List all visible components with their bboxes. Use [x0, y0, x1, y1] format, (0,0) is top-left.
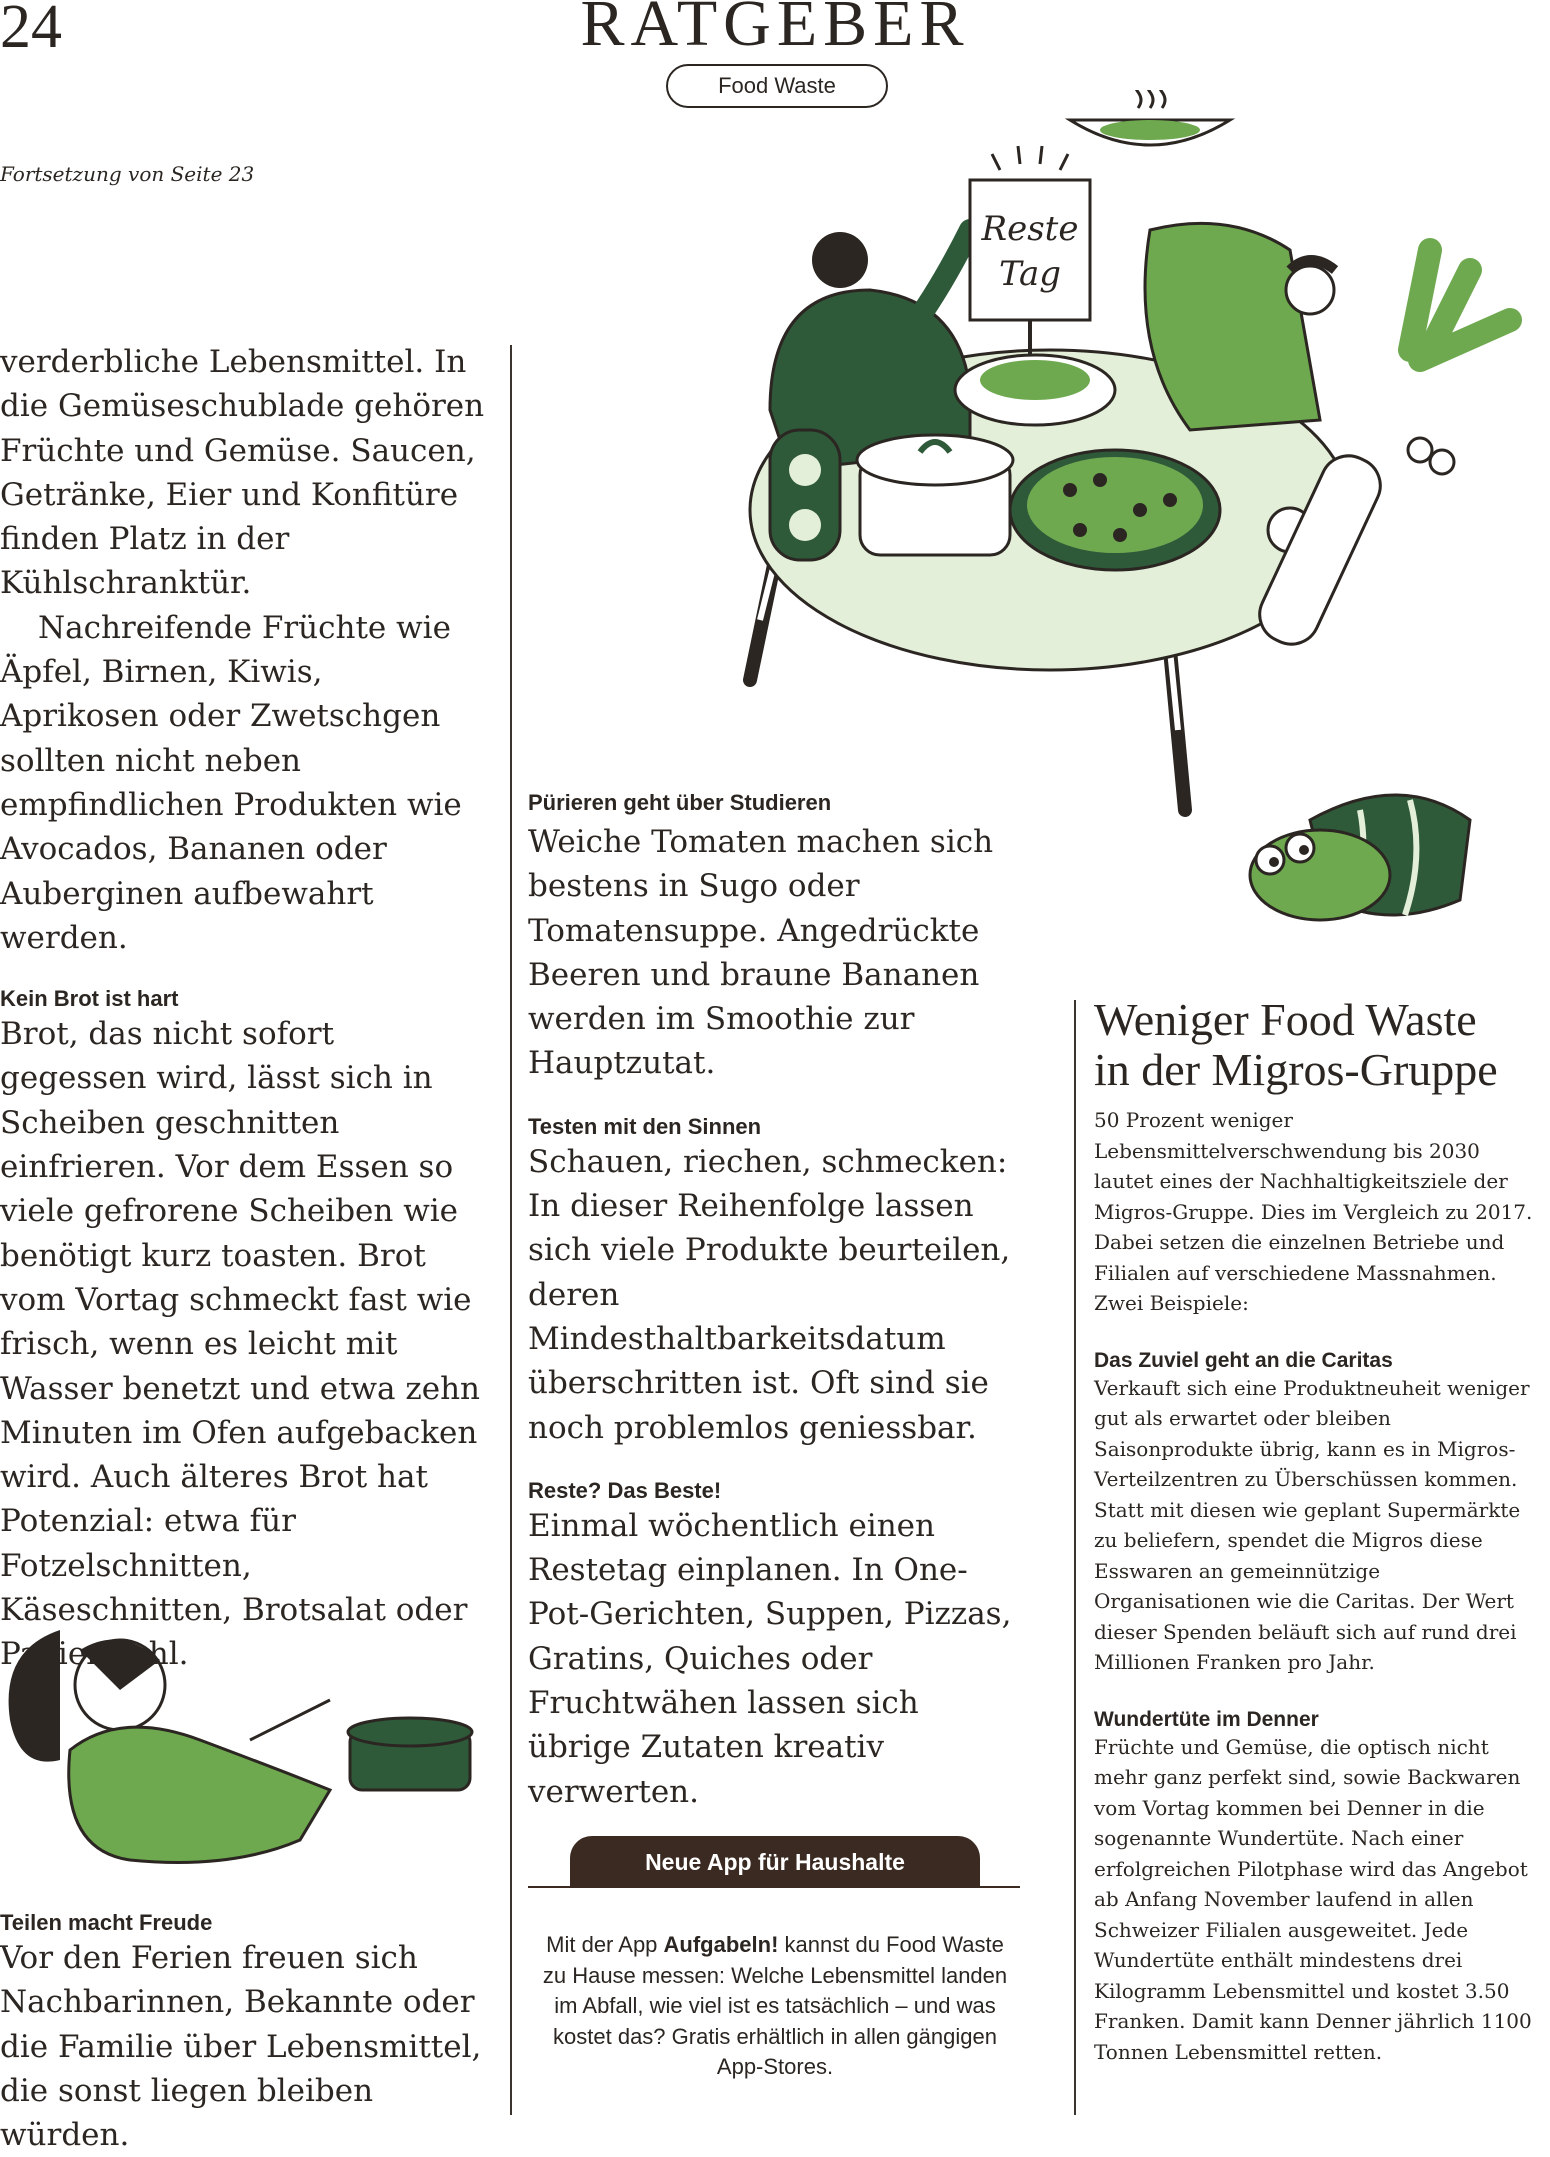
sidebar-box	[1094, 995, 1539, 2067]
col1-para1: verderbliche Lebensmittel. In die Gemüseschublade gehören Früchte und Gemüse. Saucen, Getränke, Eier und Konfitüre finden Platz in der Kühlschranktür.	[0, 344, 485, 602]
col2-subhead-testen: Testen mit den Sinnen	[528, 1113, 762, 1139]
sign-line2: Tag	[998, 254, 1062, 294]
sidebar-title-line1: Weniger Food Waste	[1094, 994, 1477, 1045]
sign-line1: Reste	[981, 209, 1079, 249]
table-illustration	[730, 90, 1550, 850]
app-text-before: Mit der App	[546, 1932, 664, 1957]
col2-para2: Schauen, riechen, schmecken: In dieser Reihenfolge lassen sich viele Produkte beurteilen, deren Mindesthaltbarkeitsdatum überschritten ist. Oft sind sie noch problemlos geniessbar.	[528, 1143, 1011, 1446]
col1-para3: Brot, das nicht sofort gegessen wird, lässt sich in Scheiben geschnitten einfrieren. Vor dem Essen so viele gefrorene Scheiben wie benötigt kurz toasten. Brot vom Vortag schmeckt fast wie frisch, wenn es leicht mit Wasser benetzt und etwa zehn Minuten im Ofen aufgebacken wird. Auch älteres Brot hat Potenzial: etwa für Fotzelschnitten, Käseschnitten, Brotsalat oder Paniermehl.	[0, 1016, 481, 1673]
col2-para1: Weiche Tomaten machen sich bestens in Sugo oder Tomatensuppe. Angedrückte Beeren und braune Bananen werden im Smoothie zur Hauptzutat.	[528, 824, 994, 1082]
burst-lines	[992, 146, 1068, 170]
person-right-head	[1286, 266, 1334, 314]
section-title: RATGEBER	[580, 0, 970, 60]
app-text-after: kannst du Food Waste zu Hause messen: Welche Lebensmittel landen im Abfall, wie viel ist es tatsächlich – und was kostet das? Gratis erhältlich in allen gängigen App-Stores.	[542, 1932, 1008, 2079]
sidebar-divider	[1074, 1000, 1076, 2115]
col2-para3: Einmal wöchentlich einen Restetag einplanen. In One-Pot-Gerichten, Suppen, Pizzas, Gratins, Quiches oder Fruchtwähen lassen sich übrige Zutaten kreativ verwerten.	[528, 1507, 1012, 1810]
topic-pill: Food Waste	[666, 64, 888, 108]
col1-para2: Nachreifende Früchte wie Äpfel, Birnen, Kiwis, Aprikosen oder Zwetschgen sollten nicht neben empfindlichen Produkten wie Avocados, Bananen oder Auberginen aufbewahrt werden.	[0, 609, 462, 956]
col1-para4: Vor den Ferien freuen sich Nachbarinnen, Bekannte oder die Familie über Lebensmittel, die sonst liegen bleiben würden.	[0, 1940, 482, 2154]
sidebar-para2: Früchte und Gemüse, die optisch nicht mehr ganz perfekt sind, sowie Backwaren vom Vortag kommen bei Denner in die sogenannte Wundertüte. Nach einer erfolgreichen Pilotphase wird das Angebot ab Anfang November laufend in allen Schweizer Filialen ausgeweitet. Jede Wundertüte enthält mindestens drei Kilogramm Lebensmittel und kostet 3.50 Franken. Damit kann Denner jährlich 1100 Tonnen Lebensmittel retten.	[1094, 1734, 1532, 2064]
column-2	[528, 790, 1018, 1814]
woman-body	[69, 1727, 330, 1862]
sidebar-subhead-caritas: Das Zuviel geht an die Caritas	[1094, 1348, 1393, 1372]
column-divider	[510, 345, 512, 2115]
person-right-body	[1145, 223, 1320, 430]
col2-subhead-reste: Reste? Das Beste!	[528, 1477, 722, 1503]
app-banner: Neue App für Haushalte	[570, 1836, 980, 1886]
app-rule	[528, 1886, 1020, 1888]
sidebar-subhead-denner: Wundertüte im Denner	[1094, 1707, 1319, 1731]
sidebar-para1: Verkauft sich eine Produktneuheit weniger gut als erwartet oder bleiben Saisonprodukte übrig, kann es in Migros-Verteilzentren zu Überschüssen kommen. Statt mit diesen wie geplant Supermärkte zu beliefern, spendet die Migros diese Esswaren an gemeinnützige Organisationen wie die Caritas. Der Wert dieser Spenden beläuft sich auf rund drei Millionen Franken pro Jahr.	[1094, 1375, 1530, 1674]
bread-illustration	[1230, 780, 1490, 940]
steam-lines	[1135, 90, 1165, 108]
col1-subhead-teilen: Teilen macht Freude	[0, 1910, 213, 1935]
sidebar-title-line2: in der Migros-Gruppe	[1094, 1044, 1498, 1095]
col2-subhead-puerieren: Pürieren geht über Studieren	[528, 790, 832, 815]
app-text	[540, 1930, 1010, 2083]
column-1	[0, 340, 490, 1677]
person-left-hair	[812, 232, 868, 288]
col1-subhead-brot: Kein Brot ist hart	[0, 986, 179, 1012]
continued-note: Fortsetzung von Seite 23	[0, 162, 255, 186]
reste-tag-sign	[970, 180, 1090, 320]
sidebar-intro: 50 Prozent weniger Lebensmittelverschwendung bis 2030 lautet eines der Nachhaltigkeitsziele der Migros-Gruppe. Dies im Vergleich zu 2017. Dabei setzen die einzelnen Betriebe und Filialen auf verschiedene Massnahmen. Zwei Beispiele:	[1094, 1108, 1533, 1315]
page-number: 24	[0, 0, 62, 61]
app-name: Aufgabeln!	[663, 1932, 779, 1957]
